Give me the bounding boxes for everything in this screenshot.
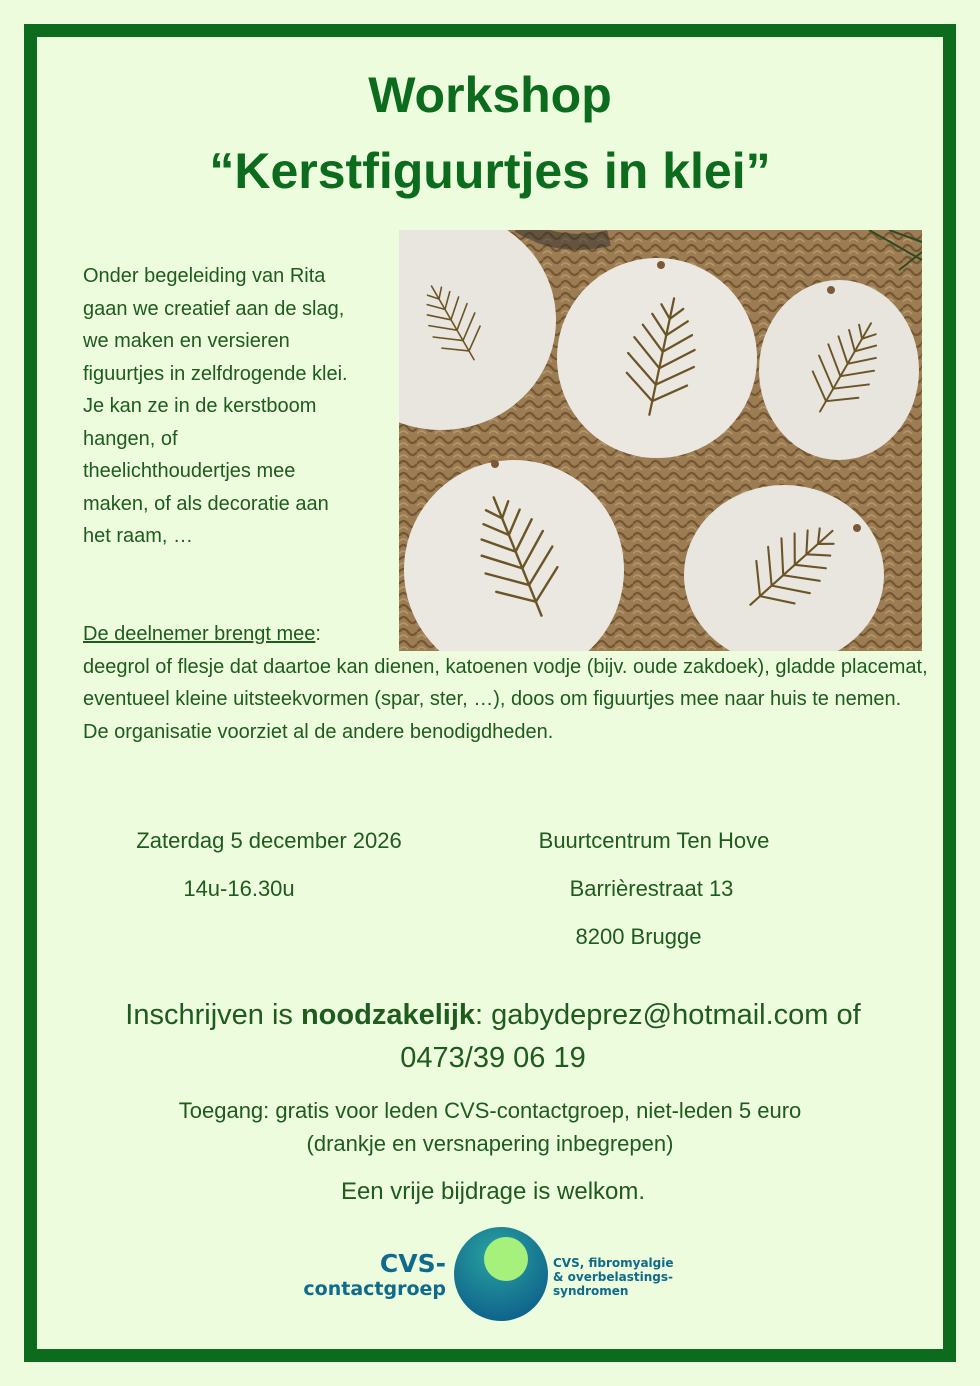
logo-tagline-line: CVS, fibromyalgie (553, 1256, 674, 1270)
access-price: Toegang: gratis voor leden CVS-contactgroep, niet-leden 5 euro (178, 1098, 802, 1123)
registration-phone: 0473/39 06 19 (400, 1042, 586, 1074)
materials-heading-colon: : (315, 623, 321, 645)
intro-line: hangen, of (83, 427, 178, 450)
event-city: 8200 Brugge (575, 924, 702, 949)
logo-circle-icon (453, 1226, 549, 1322)
materials-heading-label: De deelnemer brengt mee (83, 623, 316, 645)
workshop-subtitle: “Kerstfiguurtjes in klei” (209, 143, 771, 199)
registration-prefix: Inschrijven is (125, 999, 301, 1031)
event-date: Zaterdag 5 december 2026 (136, 828, 402, 853)
materials-heading (83, 618, 943, 651)
workshop-title: Workshop (368, 67, 612, 123)
access-included: (drankje en versnapering inbegrepen) (306, 1131, 674, 1156)
intro-line: het raam, … (83, 525, 194, 547)
intro-line: theelichthoudertjes mee (83, 460, 296, 482)
intro-line: maken, of als decoratie aan (83, 492, 329, 515)
logo-tagline-line: syndromen (553, 1284, 629, 1298)
event-street: Barrièrestraat 13 (569, 876, 734, 901)
intro-line: we maken en versieren (83, 330, 290, 352)
intro-line: figuurtjes in zelfdrogende klei. (83, 362, 348, 385)
contribution-note: Een vrije bijdrage is welkom. (340, 1178, 646, 1205)
event-venue: Buurtcentrum Ten Hove (538, 828, 770, 853)
intro-line: Je kan ze in de kerstboom (83, 395, 317, 417)
registration-text (60, 994, 926, 1080)
materials-section (83, 618, 943, 748)
clay-ornaments-photo (399, 230, 922, 651)
materials-list: deegrol of flesje dat daartoe kan dienen, katoenen vodje (bijv. oude zakdoek), gladde placemat, eventueel kleine uitsteekvormen (spar, ster, …), doos om figuurtjes mee naar huis te nemen. (83, 655, 928, 710)
registration-email: : gabydeprez@hotmail.com of (475, 999, 861, 1031)
logo-tagline (553, 1256, 723, 1298)
logo-wordmark (296, 1250, 446, 1300)
intro-line: Onder begeleiding van Rita (83, 265, 326, 287)
logo-name-line1: CVS- (379, 1249, 446, 1278)
organisation-note: De organisatie voorziet al de andere benodigdheden. (83, 720, 554, 743)
intro-text (83, 260, 393, 553)
registration-emphasis: noodzakelijk (300, 999, 476, 1031)
event-time: 14u-16.30u (183, 876, 295, 901)
logo-name-line2: contactgroep (303, 1278, 446, 1300)
access-info (60, 1094, 920, 1160)
intro-line: gaan we creatief aan de slag, (83, 297, 345, 320)
logo-tagline-line: & overbelastings- (553, 1270, 673, 1284)
